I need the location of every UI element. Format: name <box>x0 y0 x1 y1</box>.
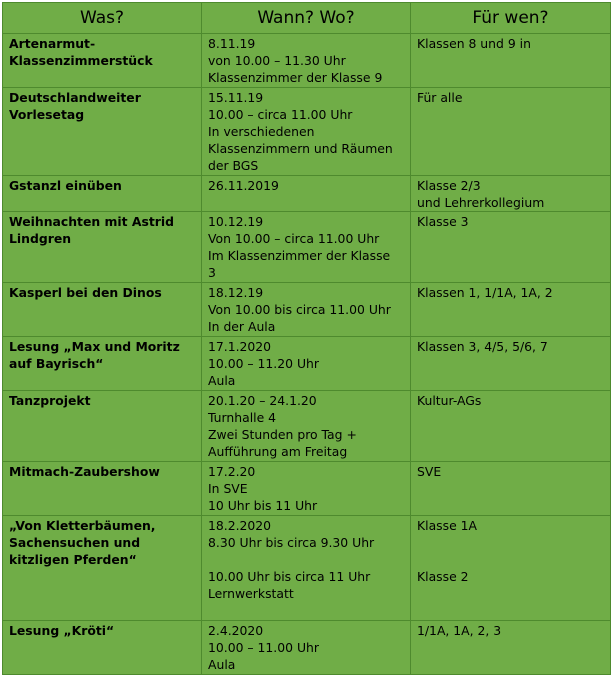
cell-line: von 10.00 – 11.30 Uhr <box>208 53 346 68</box>
cell-for-whom <box>411 34 611 88</box>
cell-line: Klassen 3, 4/5, 5/6, 7 <box>417 339 548 354</box>
cell-line: 17.2.20 <box>208 464 256 479</box>
cell-line: Klasse 1A <box>417 518 477 533</box>
header-when-where: Wann? Wo? <box>202 3 411 34</box>
cell-line: Mitmach-Zaubershow <box>9 464 160 479</box>
cell-what <box>3 212 202 283</box>
cell-line: kitzligen Pferden“ <box>9 552 137 567</box>
cell-for-whom <box>411 212 611 283</box>
header-what: Was? <box>3 3 202 34</box>
cell-line: 10.00 – circa 11.00 Uhr <box>208 107 353 122</box>
cell-line: In verschiedenen <box>208 124 315 139</box>
cell-line: Lesung „Kröti“ <box>9 623 115 638</box>
cell-line <box>417 534 610 551</box>
cell-line: In der Aula <box>208 319 276 334</box>
table-row <box>3 212 611 283</box>
cell-line <box>417 551 610 568</box>
cell-for-whom <box>411 391 611 462</box>
cell-line: 17.1.2020 <box>208 339 272 354</box>
cell-line: Kultur-AGs <box>417 393 482 408</box>
table-row <box>3 391 611 462</box>
cell-what <box>3 516 202 621</box>
cell-line: Klassenzimmerstück <box>9 53 153 68</box>
cell-when-where <box>202 34 411 88</box>
cell-line: Turnhalle 4 <box>208 410 277 425</box>
cell-line: Für alle <box>417 90 463 105</box>
cell-line: Klasse 3 <box>417 214 469 229</box>
cell-when-where <box>202 621 411 675</box>
cell-line: Aula <box>208 373 236 388</box>
cell-for-whom <box>411 621 611 675</box>
cell-for-whom <box>411 337 611 391</box>
cell-line: Kasperl bei den Dinos <box>9 285 162 300</box>
cell-line: 8.11.19 <box>208 36 256 51</box>
cell-line: Tanzprojekt <box>9 393 91 408</box>
cell-line: Vorlesetag <box>9 107 85 122</box>
cell-line: 10.00 – 11.00 Uhr <box>208 640 319 655</box>
table-row <box>3 516 611 621</box>
cell-when-where <box>202 516 411 621</box>
cell-what <box>3 391 202 462</box>
cell-line: der BGS <box>208 158 259 173</box>
cell-when-where <box>202 88 411 176</box>
header-for-whom: Für wen? <box>411 3 611 34</box>
cell-when-where <box>202 391 411 462</box>
cell-line: Lernwerkstatt <box>208 586 294 601</box>
header-row <box>3 3 611 34</box>
cell-when-where <box>202 283 411 337</box>
table-row <box>3 621 611 675</box>
cell-line: Klassen 8 und 9 in <box>417 36 531 51</box>
table-row <box>3 337 611 391</box>
cell-line: 1/1A, 1A, 2, 3 <box>417 623 502 638</box>
cell-line: Sachensuchen und <box>9 535 141 550</box>
cell-line: Klassenzimmern und Räumen <box>208 141 393 156</box>
cell-for-whom <box>411 176 611 212</box>
cell-line: 18.2.2020 <box>208 518 272 533</box>
cell-what <box>3 176 202 212</box>
cell-what <box>3 34 202 88</box>
cell-line: Klasse 2 <box>417 569 469 584</box>
cell-line: 8.30 Uhr bis circa 9.30 Uhr <box>208 535 375 550</box>
cell-line: Weihnachten mit Astrid <box>9 214 175 229</box>
table-body <box>3 34 611 675</box>
cell-line: 18.12.19 <box>208 285 264 300</box>
cell-line: auf Bayrisch“ <box>9 356 104 371</box>
cell-when-where <box>202 212 411 283</box>
cell-for-whom <box>411 88 611 176</box>
cell-line: Im Klassenzimmer der Klasse <box>208 248 391 263</box>
cell-line: 3 <box>208 265 216 280</box>
cell-what <box>3 283 202 337</box>
cell-line: Von 10.00 – circa 11.00 Uhr <box>208 231 380 246</box>
cell-what <box>3 621 202 675</box>
cell-what <box>3 88 202 176</box>
cell-line: Aufführung am Freitag <box>208 444 348 459</box>
cell-line: SVE <box>417 464 442 479</box>
table-row <box>3 34 611 88</box>
cell-line: Klassen 1, 1/1A, 1A, 2 <box>417 285 553 300</box>
cell-line: Lindgren <box>9 231 72 246</box>
cell-line: „Von Kletterbäumen, <box>9 518 156 533</box>
cell-line: 10.12.19 <box>208 214 264 229</box>
cell-for-whom <box>411 516 611 621</box>
cell-line <box>208 551 410 568</box>
cell-for-whom <box>411 462 611 516</box>
cell-line: 26.11.2019 <box>208 178 279 193</box>
cell-line: 10.00 – 11.20 Uhr <box>208 356 319 371</box>
table-row <box>3 283 611 337</box>
cell-line: Artenarmut- <box>9 36 96 51</box>
cell-line: Klassenzimmer der Klasse 9 <box>208 70 383 85</box>
cell-what <box>3 462 202 516</box>
cell-line: In SVE <box>208 481 248 496</box>
cell-line: Zwei Stunden pro Tag + <box>208 427 357 442</box>
cell-line: 2.4.2020 <box>208 623 264 638</box>
cell-line: 10.00 Uhr bis circa 11 Uhr <box>208 569 371 584</box>
cell-line: 15.11.19 <box>208 90 264 105</box>
cell-line: Deutschlandweiter <box>9 90 141 105</box>
cell-line: und Lehrerkollegium <box>417 195 545 210</box>
cell-when-where <box>202 176 411 212</box>
table-row <box>3 176 611 212</box>
cell-line: Von 10.00 bis circa 11.00 Uhr <box>208 302 391 317</box>
cell-what <box>3 337 202 391</box>
cell-line: 20.1.20 – 24.1.20 <box>208 393 317 408</box>
table-row <box>3 462 611 516</box>
cell-for-whom <box>411 283 611 337</box>
cell-line: Klasse 2/3 <box>417 178 481 193</box>
cell-line: Gstanzl einüben <box>9 178 122 193</box>
cell-line: Lesung „Max und Moritz <box>9 339 180 354</box>
cell-line: 10 Uhr bis 11 Uhr <box>208 498 318 513</box>
events-table <box>2 2 611 675</box>
cell-when-where <box>202 462 411 516</box>
cell-line: Aula <box>208 657 236 672</box>
cell-when-where <box>202 337 411 391</box>
table-row <box>3 88 611 176</box>
